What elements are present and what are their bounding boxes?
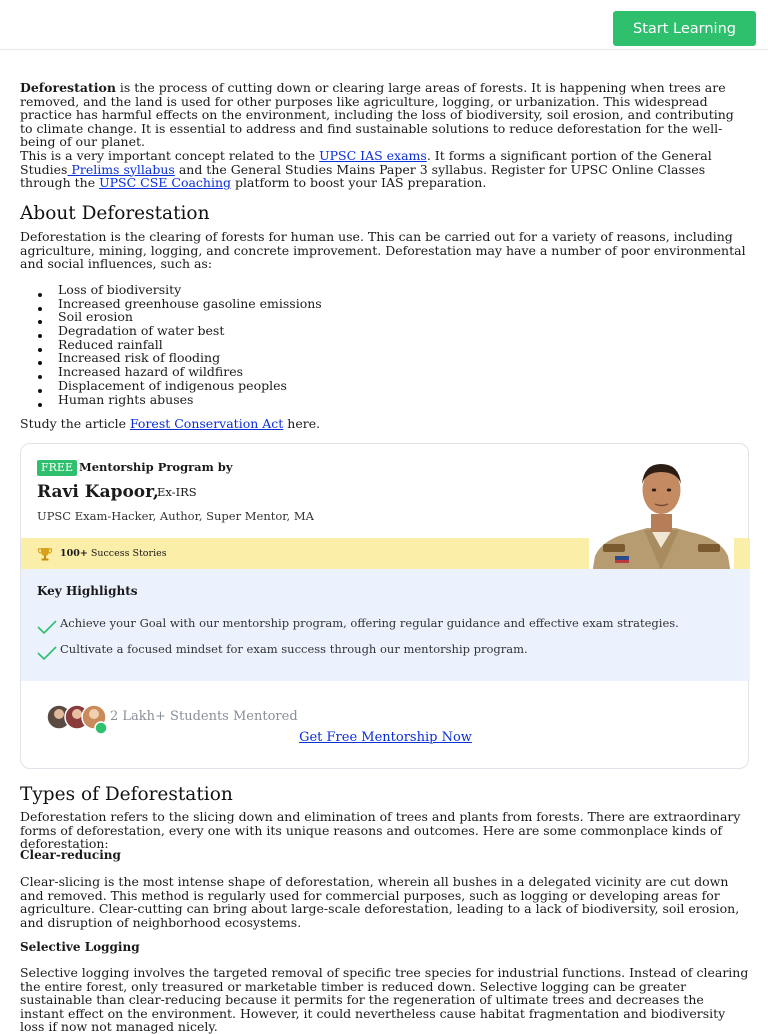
mentor-name: Ravi Kapoor,	[37, 482, 159, 502]
mentor-role: Ex-IRS	[157, 485, 197, 499]
mentor-description: UPSC Exam-Hacker, Author, Super Mentor, MA	[37, 509, 314, 523]
top-bar	[0, 0, 768, 50]
student-avatars	[45, 704, 109, 734]
intro-section	[20, 81, 750, 190]
list-item: Soil erosion	[38, 310, 322, 324]
about-heading: About Deforestation	[20, 203, 210, 224]
upsc-text-d: platform to boost your IAS preparation.	[231, 175, 487, 191]
highlight-item	[37, 617, 679, 634]
highlight-text: Cultivate a focused mindset for exam success through our mentorship program.	[60, 642, 528, 656]
selective-logging-paragraph: Selective logging involves the targeted removal of specific tree species for industrial functions. Instead of clearing the entire forest, only treasured or marketable timber is reduced down. Selective logging can be greater sustainable than clear-reducing because it permits for the regeneration of ultimate trees and decreases the instant effect on the environment. However, it could nevertheless cause habitat fragmentation and biodiversity loss if now not managed nicely.	[20, 965, 749, 1034]
start-learning-button[interactable]: Start Learning	[613, 11, 756, 46]
types-heading: Types of Deforestation	[20, 784, 233, 805]
trophy-icon	[37, 546, 53, 562]
list-item: Reduced rainfall	[38, 338, 322, 352]
success-stories-count: 100+	[60, 548, 88, 559]
causes-list	[38, 283, 322, 406]
intro-term: Deforestation	[20, 80, 116, 95]
key-highlights-panel	[21, 569, 750, 681]
study-text-b: here.	[283, 416, 321, 431]
clear-reducing-heading: Clear-reducing	[20, 848, 121, 862]
upsc-ias-exams-link[interactable]: UPSC IAS exams	[319, 148, 427, 163]
list-item: Human rights abuses	[38, 393, 322, 407]
clear-reducing-paragraph: Clear-slicing is the most intense shape of deforestation, wherein all bushes in a delegated vicinity are cut down and removed. This method is regularly used for commercial purposes, such as logging or developing areas for agriculture. Clear-cutting can bring about large-scale deforestation, leading to a lack of biodiversity, soil erosion, and disruption of neighborhood ecosystems.	[20, 874, 740, 930]
list-item: Degradation of water best	[38, 324, 322, 338]
list-item: Loss of biodiversity	[38, 283, 322, 297]
check-icon	[37, 646, 57, 660]
highlight-item	[37, 643, 528, 660]
highlight-text: Achieve your Goal with our mentorship program, offering regular guidance and effective exam strategies.	[60, 616, 679, 630]
intro-text: is the process of cutting down or clearing large areas of forests. It is happening when trees are removed, and the land is used for other purposes like agriculture, logging, or urbanization. This widespread practice has harmful effects on the environment, including the loss of biodiversity, soil erosion, and contributing to climate change. It is essential to address and find sustainable solutions to reduce deforestation for the well-being of our planet.	[20, 80, 734, 150]
list-item: Increased risk of flooding	[38, 351, 322, 365]
study-text-a: Study the article	[20, 416, 130, 431]
success-stories-text	[60, 547, 167, 561]
upsc-text-b: . It forms a significant portion of the General Studies	[20, 148, 712, 177]
mentorship-card	[20, 443, 749, 769]
upsc-text-a: This is a very important concept related to the	[20, 148, 320, 163]
list-item: Increased greenhouse gasoline emissions	[38, 297, 322, 311]
mentorship-program-label: Mentorship Program by	[79, 460, 233, 474]
upsc-cse-coaching-link[interactable]: UPSC CSE Coaching	[99, 175, 232, 191]
study-article-line	[20, 417, 320, 431]
intro-paragraph	[20, 81, 750, 149]
upsc-paragraph	[20, 149, 750, 190]
success-stories-label: Success Stories	[87, 548, 167, 559]
get-free-mentorship-link[interactable]: Get Free Mentorship Now	[299, 730, 472, 745]
free-badge: FREE	[37, 460, 77, 476]
key-highlights-title: Key Highlights	[37, 584, 138, 598]
list-item: Increased hazard of wildfires	[38, 365, 322, 379]
students-mentored-text: 2 Lakh+ Students Mentored	[110, 709, 298, 724]
check-icon	[37, 620, 57, 634]
forest-conservation-act-link[interactable]: Forest Conservation Act	[129, 416, 284, 431]
about-paragraph: Deforestation is the clearing of forests for human use. This can be carried out for a variety of reasons, including agriculture, mining, logging, and concrete improvement. Deforestation may have a number of poor environmental and social influences, such as:	[20, 229, 746, 272]
prelims-syllabus-link[interactable]: Prelims syllabus	[67, 161, 175, 177]
list-item: Displacement of indigenous peoples	[38, 379, 322, 393]
upsc-text-c: and the General Studies Mains Paper 3 syllabus. Register for UPSC Online Classes through the	[20, 161, 706, 191]
selective-logging-heading: Selective Logging	[20, 940, 140, 954]
types-paragraph: Deforestation refers to the slicing down and elimination of trees and plants from forests. There are extraordinary forms of deforestation, every one with its unique reasons and outcomes. Here are some commonplace kinds of deforestation:	[20, 809, 741, 852]
